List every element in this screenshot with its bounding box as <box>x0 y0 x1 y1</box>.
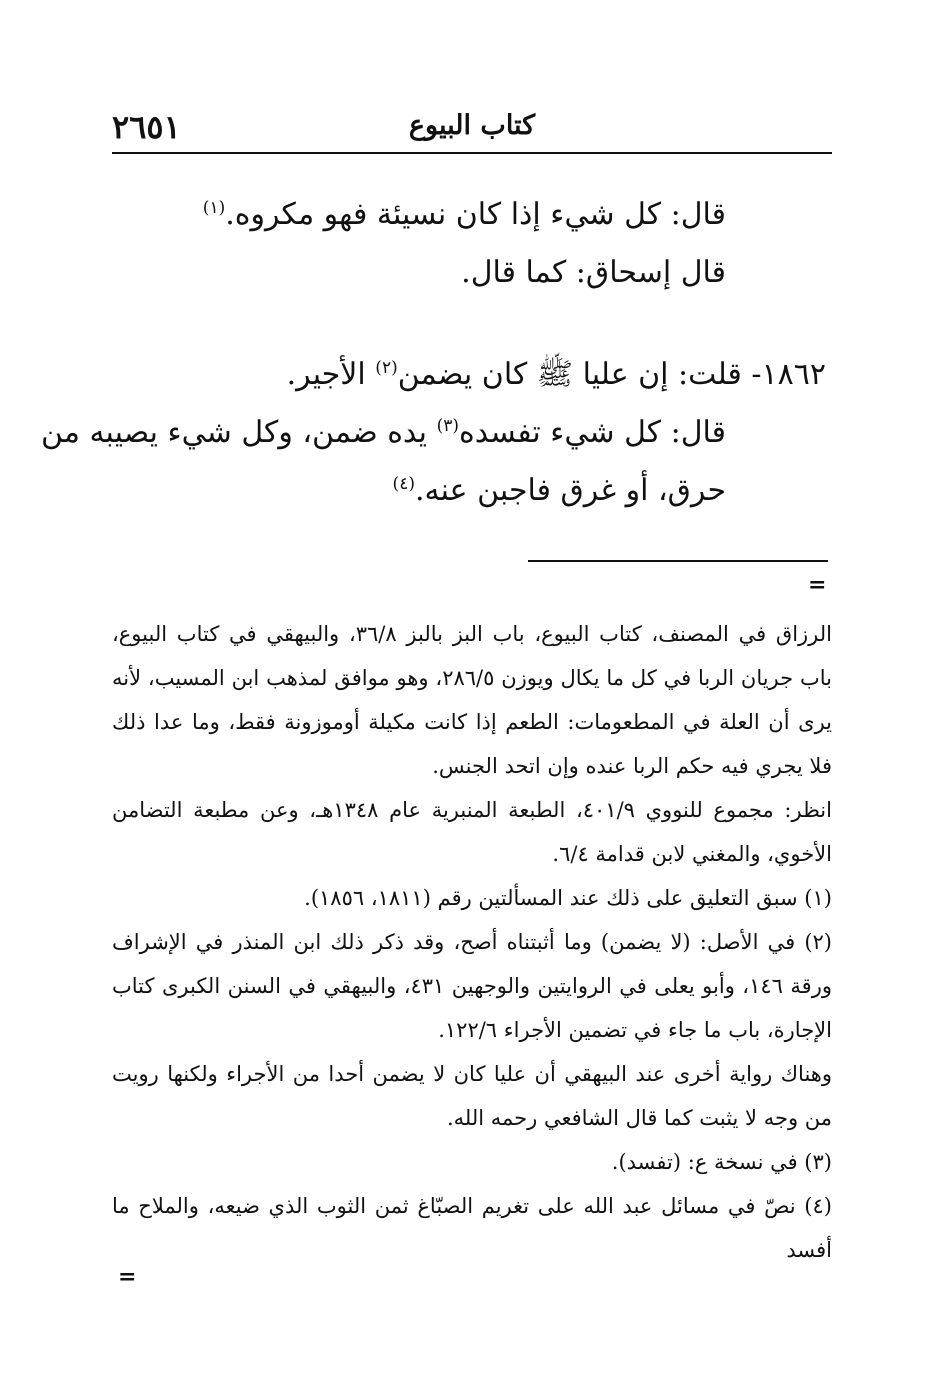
page-number: ٢٦٥١ <box>112 108 181 146</box>
footnote-2: (٢) في الأصل: (لا يضمن) وما أثبتناه أصح، وقد ذكر ذلك ابن المنذر في الإشراف ورقة ١٤٦، وأبو يعلى في الروايتين والوجهين ٤٣١، والبيهقي في السنن الكبرى كتاب الإجارة، باب ما جاء في تضمين الأجراء ١٢٢/٦. <box>112 930 832 1042</box>
main-line-text: الأجير. <box>286 357 376 392</box>
footnote-continuation-see: انظر: مجموع للنووي ٤٠١/٩، الطبعة المنبرية عام ١٣٤٨هـ، وعن مطبعة التضامن الأخوي، والمغني لابن قدامة ٦/٤. <box>112 798 832 866</box>
main-line-text: قال: كل شيء إذا كان نسيئة فهو مكروه. <box>225 197 726 232</box>
footnote-separator <box>528 560 828 562</box>
note-ref: (٤) <box>392 474 415 494</box>
footnote-3: (٣) في نسخة ع: (تفسد). <box>611 1150 832 1174</box>
note-ref: (٣) <box>436 416 459 436</box>
main-line-text: قال: كل شيء تفسده <box>459 415 726 450</box>
running-title: كتاب البيوع <box>408 110 536 141</box>
entry-1862-line <box>287 346 826 404</box>
entry-number: ١٨٦٢- <box>751 357 826 392</box>
entry-1862-line <box>41 404 726 462</box>
footnotes <box>112 612 832 1272</box>
entry-1862-line <box>393 462 726 520</box>
footnote-continuation: الرزاق في المصنف، كتاب البيوع، باب البز بالبز ٣٦/٨، والبيهقي في كتاب البيوع، باب جريان الربا في كل ما يكال ويوزن ٢٨٦/٥، وهو موافق لمذهب ابن المسيب، لأنه يرى أن العلة في المطعومات: الطعم إذا كانت مكيلة أوموزونة فقط، وما عدا ذلك فلا يجري فيه حكم الربا عنده وإن اتحد الجنس. <box>112 622 832 778</box>
footnote-2-more: وهناك رواية أخرى عند البيهقي أن عليا كان لا يضمن أحدا من الأجراء ولكنها رويت من وجه لا يثبت كما قال الشافعي رحمه الله. <box>112 1062 832 1130</box>
main-line-text: قال إسحاق: كما قال. <box>461 255 726 290</box>
continuation-mark: = <box>118 1264 137 1290</box>
footnote-4: (٤) نصّ في مسائل عبد الله على تغريم الصبّاغ ثمن الثوب الذي ضيعه، والملاح ما أفسد <box>112 1194 832 1262</box>
main-line <box>461 244 726 302</box>
main-line-text: يده ضمن، وكل شيء يصيبه من <box>41 415 437 450</box>
header-rule <box>112 152 832 154</box>
continuation-mark: = <box>808 572 827 598</box>
main-line-text: حرق، أو غرق فاجبن عنه. <box>414 473 726 508</box>
main-line-text: قلت: إن عليا ﷺ كان يضمن <box>397 357 752 392</box>
main-line <box>203 186 726 244</box>
page-header <box>112 98 832 158</box>
note-ref: (٢) <box>375 358 398 378</box>
footnote-1: (١) سبق التعليق على ذلك عند المسألتين رقم (١٨١١، ١٨٥٦). <box>304 886 832 910</box>
note-ref: (١) <box>202 198 226 218</box>
